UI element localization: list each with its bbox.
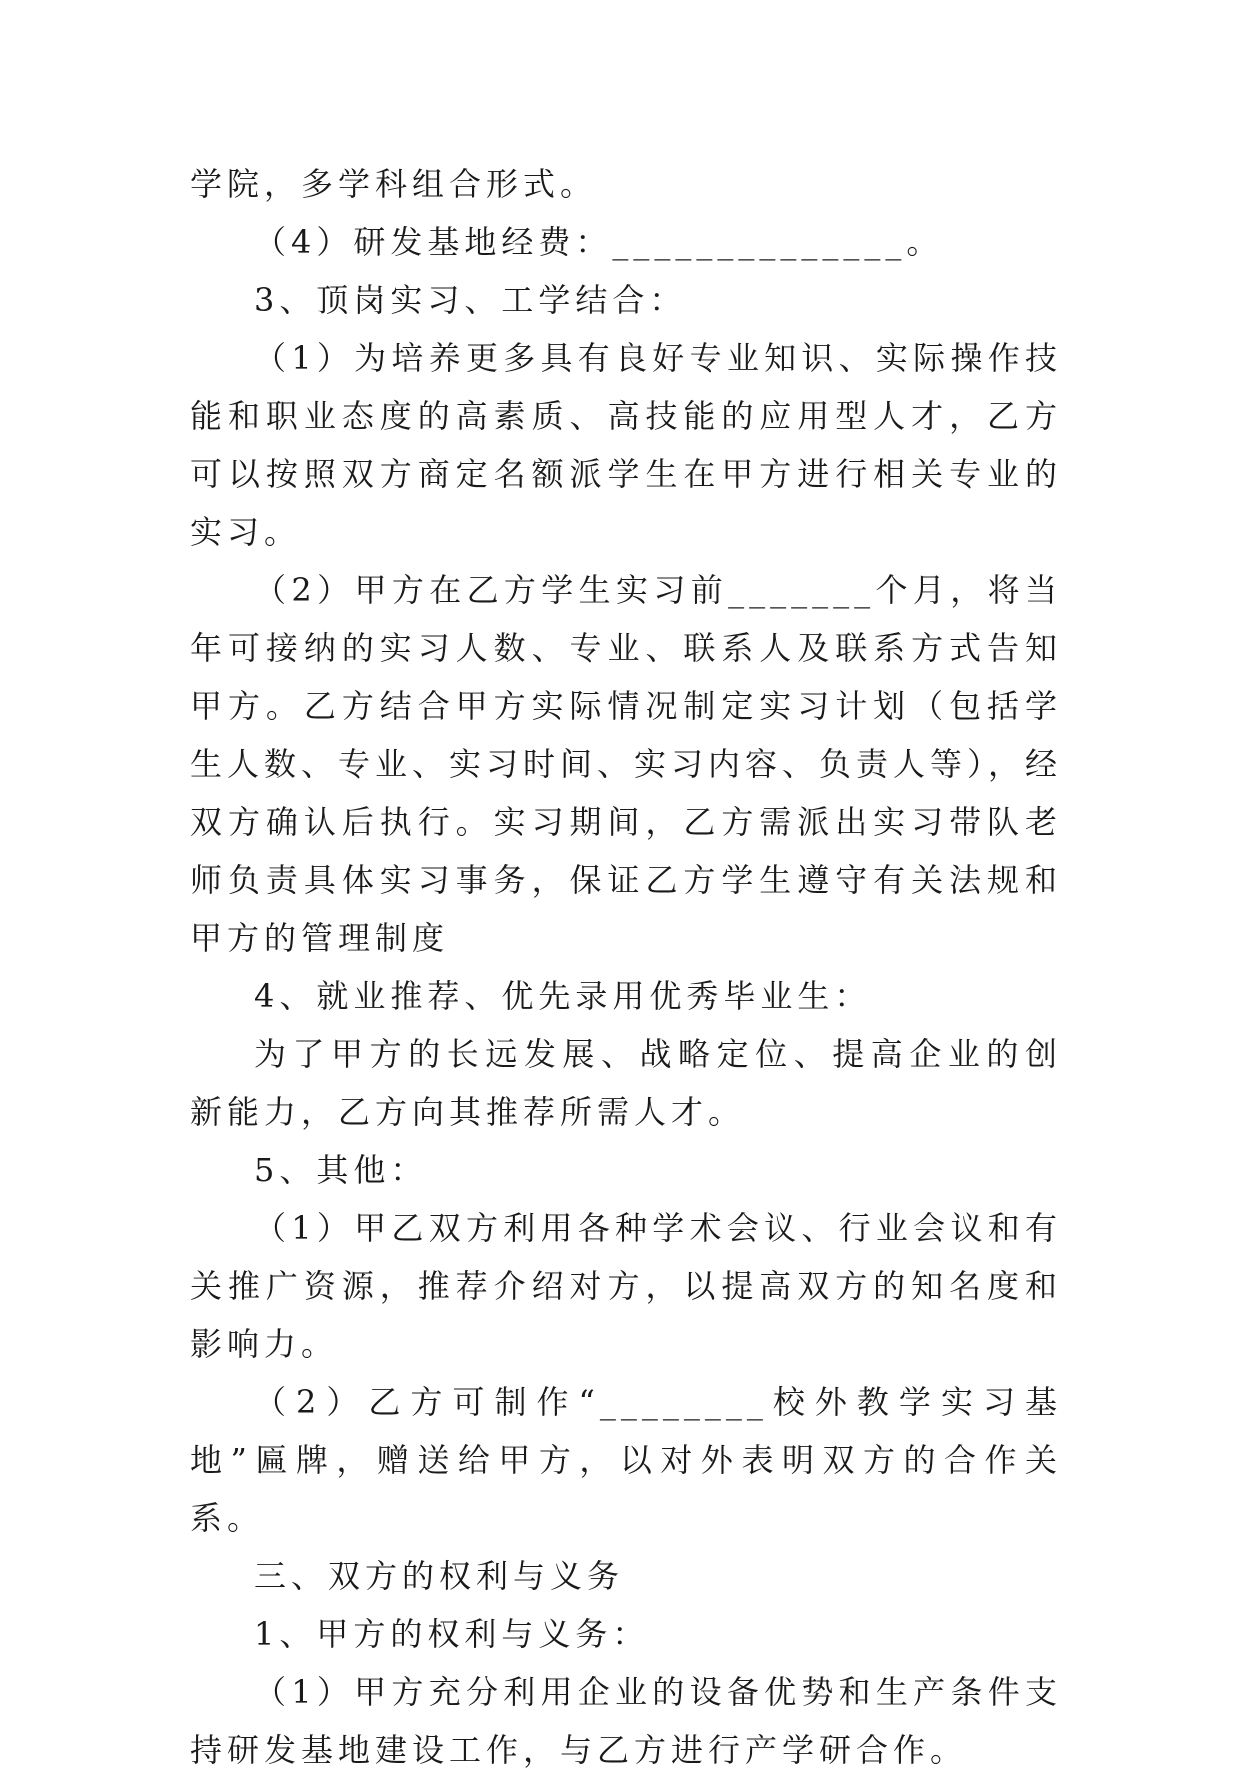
paragraph-internship-2: （2）甲方在乙方学生实习前_______个月，将当年可接纳的实习人数、专业、联系人及联系方式告知甲方。乙方结合甲方实际情况制定实习计划（包括学生人数、专业、实习时间、实习内容、负责人等），经双方确认后执行。实习期间，乙方需派出实习带队老师负责具体实习事务，保证乙方学生遵守有关法规和甲方的管理制度 [190, 571, 1063, 957]
paragraph-other-2: （2）乙方可制作“________校外教学实习基地”匾牌，赠送给甲方，以对外表明双方的合作关系。 [190, 1383, 1062, 1537]
paragraph-party-a-1: （1）甲方充分利用企业的设备优势和生产条件支持研发基地建设工作，与乙方进行产学研合作。 [190, 1673, 1062, 1769]
heading-other: 5、其他： [254, 1151, 428, 1189]
heading-internship: 3、顶岗实习、工学结合： [254, 281, 687, 319]
paragraph-employment: 为了甲方的长远发展、战略定位、提高企业的创新能力，乙方向其推荐所需人才。 [190, 1035, 1062, 1131]
paragraph-other-1: （1）甲乙双方利用各种学术会议、行业会议和有关推广资源，推荐介绍对方，以提高双方的知名度和影响力。 [190, 1209, 1062, 1363]
heading-party-a-rights: 1、甲方的权利与义务： [254, 1615, 650, 1653]
heading-rights-obligations: 三、双方的权利与义务 [254, 1557, 625, 1595]
document-body [190, 155, 1062, 1779]
paragraph-rd-funding: （4）研发基地经费：______________。 [254, 223, 944, 261]
heading-employment: 4、就业推荐、优先录用优秀毕业生： [254, 977, 872, 1015]
paragraph-continuation: 学院，多学科组合形式。 [190, 165, 598, 203]
paragraph-internship-1: （1）为培养更多具有良好专业知识、实际操作技能和职业态度的高素质、高技能的应用型人才，乙方可以按照双方商定名额派学生在甲方进行相关专业的实习。 [190, 339, 1062, 551]
